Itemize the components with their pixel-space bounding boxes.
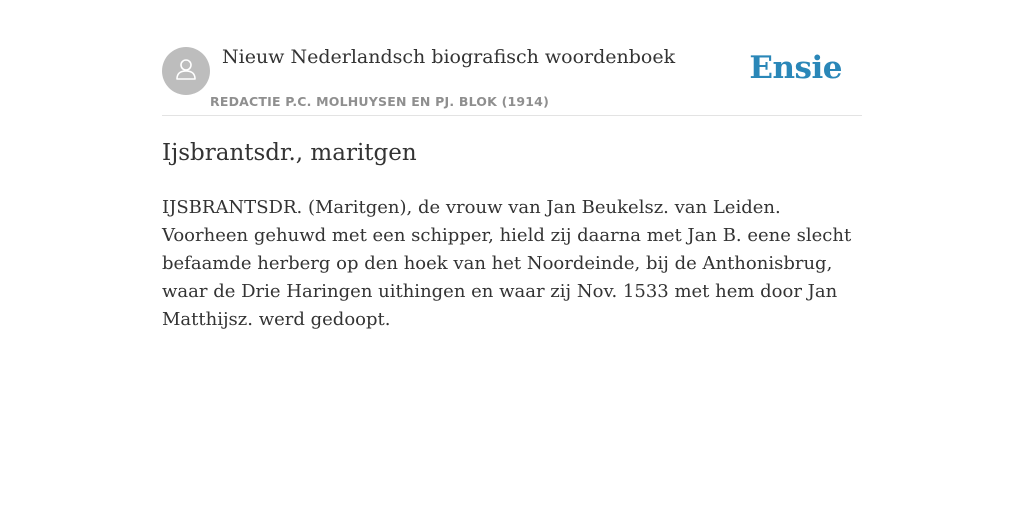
avatar <box>162 47 210 95</box>
page <box>162 0 862 330</box>
entry-title: Ijsbrantsdr., maritgen <box>162 140 417 166</box>
entry-text: IJSBRANTSDR. (Maritgen), de vrouw van Jan Beukelsz. van Leiden. Voorheen gehuwd met een schipper, hield zij daarna met Jan B. eene slecht befaamde herberg op den hoek van het Noordeinde, bij de Anthonisbrug, waar de Drie Haringen uithingen en waar zij Nov. 1533 met hem door Jan Matthijsz. werd gedoopt. <box>162 197 852 330</box>
book-editors: REDACTIE P.C. MOLHUYSEN EN PJ. BLOK (1914) <box>210 94 549 109</box>
book-header <box>162 0 862 116</box>
user-icon <box>173 56 199 86</box>
ensie-logo[interactable]: Ensie <box>749 50 842 86</box>
book-title[interactable]: Nieuw Nederlandsch biografisch woordenboek <box>222 46 676 68</box>
